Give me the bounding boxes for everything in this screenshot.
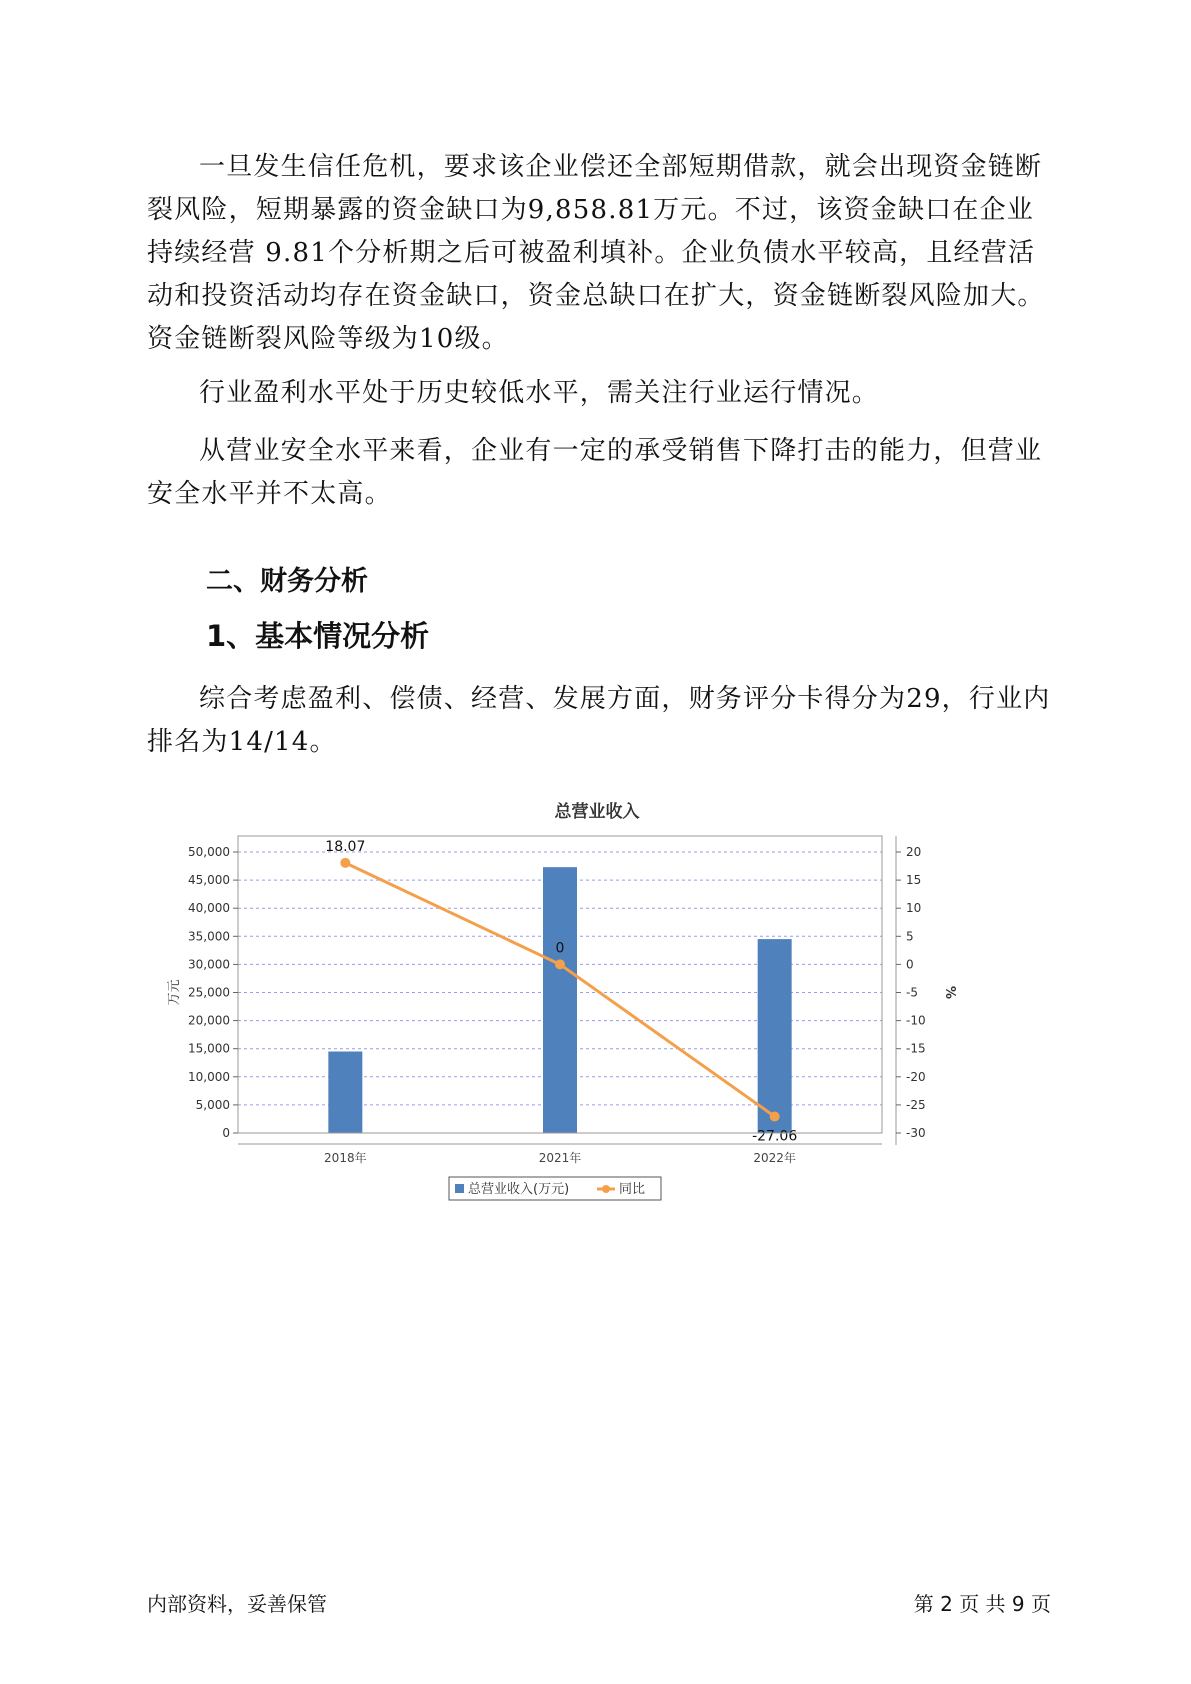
right-tick-label: -25 bbox=[906, 1097, 926, 1112]
paragraph-funding-gap: 一旦发生信任危机，要求该企业偿还全部短期借款，就会出现资金链断裂风险，短期暴露的资金缺口为9,858.81万元。不过，该资金缺口在企业持续经营 9.81个分析期之后可被盈利填补。企业负债水平较高，且经营活动和投资活动均存在资金缺口，资金总缺口在扩大，资金链断裂风险加大。资金链断裂风险等级为10级。 bbox=[147, 152, 1045, 354]
bar-0 bbox=[328, 1052, 362, 1133]
chart-legend bbox=[449, 1177, 661, 1200]
chart-bars bbox=[328, 867, 791, 1133]
left-tick-label: 30,000 bbox=[188, 957, 230, 972]
yoy-data-label: 0 bbox=[555, 940, 565, 957]
bar-1 bbox=[543, 867, 577, 1133]
x-tick-label: 2018年 bbox=[324, 1151, 367, 1165]
yoy-point-0 bbox=[340, 858, 350, 868]
footer-page-number: 第 2 页 共 9 页 bbox=[913, 1592, 1051, 1616]
legend-swatch-revenue bbox=[455, 1184, 464, 1193]
right-tick-label: 10 bbox=[906, 901, 922, 916]
left-tick-label: 20,000 bbox=[188, 1013, 230, 1028]
x-tick-label: 2022年 bbox=[753, 1151, 796, 1165]
bar-2 bbox=[758, 939, 792, 1133]
paragraph-score: 综合考虑盈利、偿债、经营、发展方面，财务评分卡得分为29，行业内排名为14/14。 bbox=[147, 684, 1051, 757]
section-heading: 二、财务分析 bbox=[206, 566, 368, 597]
yoy-point-1 bbox=[555, 959, 565, 969]
subsection-heading: 1、基本情况分析 bbox=[206, 619, 430, 653]
right-tick-label: 0 bbox=[906, 957, 914, 972]
left-tick-label: 45,000 bbox=[188, 873, 230, 888]
left-axis-title: 万元 bbox=[167, 979, 182, 1006]
left-tick-label: 50,000 bbox=[188, 845, 230, 859]
legend-label-yoy: 同比 bbox=[619, 1182, 646, 1197]
right-tick-label: -10 bbox=[906, 1013, 926, 1028]
left-tick-label: 15,000 bbox=[188, 1041, 230, 1056]
right-tick-label: 5 bbox=[906, 929, 914, 944]
x-tick-label: 2021年 bbox=[538, 1151, 582, 1165]
left-tick-label: 5,000 bbox=[195, 1097, 230, 1112]
paragraph-operating-safety: 从营业安全水平来看，企业有一定的承受销售下降打击的能力，但营业安全水平并不太高。 bbox=[147, 436, 1043, 509]
right-tick-label: -20 bbox=[906, 1069, 926, 1084]
footer-left: 内部资料，妥善保管 bbox=[147, 1592, 327, 1616]
yoy-data-label: 18.07 bbox=[325, 838, 366, 855]
right-tick-label: -15 bbox=[906, 1041, 926, 1056]
legend-label-revenue: 总营业收入(万元) bbox=[468, 1182, 570, 1197]
right-tick-label: 15 bbox=[906, 873, 922, 888]
left-tick-label: 10,000 bbox=[188, 1069, 230, 1084]
yoy-data-label: -27.06 bbox=[752, 1128, 798, 1145]
revenue-chart bbox=[160, 790, 990, 1250]
chart-title: 总营业收入 bbox=[554, 802, 640, 822]
right-tick-label: -30 bbox=[906, 1126, 926, 1140]
right-tick-label: 20 bbox=[906, 845, 922, 859]
right-axis-title: % bbox=[942, 985, 957, 1000]
right-tick-label: -5 bbox=[906, 985, 918, 1000]
left-tick-label: 40,000 bbox=[188, 901, 230, 916]
left-tick-label: 25,000 bbox=[188, 985, 230, 1000]
left-tick-label: 0 bbox=[222, 1126, 230, 1140]
left-tick-label: 35,000 bbox=[188, 929, 230, 944]
paragraph-industry-profit: 行业盈利水平处于历史较低水平，需关注行业运行情况。 bbox=[199, 378, 880, 408]
legend-marker-yoy bbox=[602, 1185, 610, 1193]
yoy-point-2 bbox=[770, 1111, 780, 1121]
